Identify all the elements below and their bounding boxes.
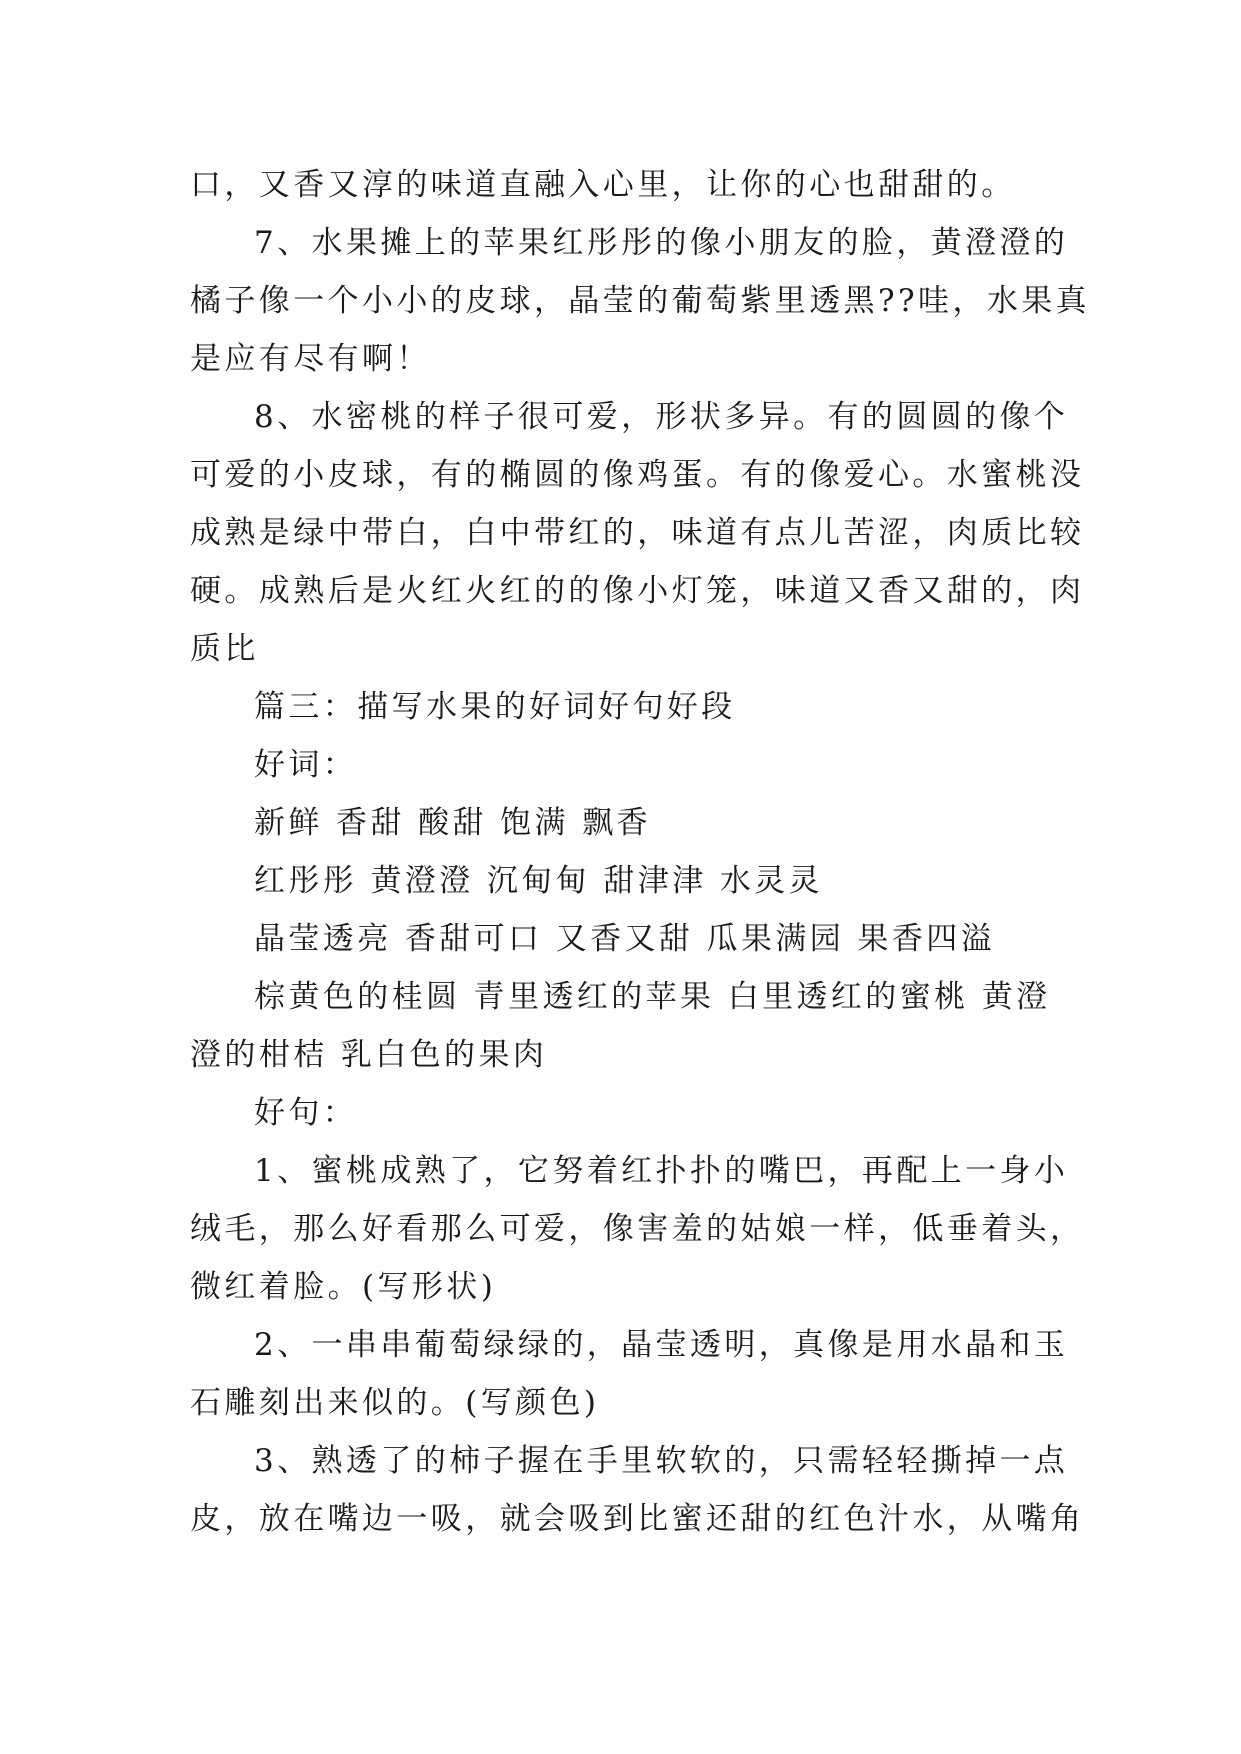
text-line: 口，又香又淳的味道直融入心里，让你的心也甜甜的。 [190, 167, 1016, 203]
text-line: 晶莹透亮 香甜可口 又香又甜 瓜果满园 果香四溢 [254, 921, 996, 957]
text-line: 橘子像一个小小的皮球，晶莹的葡萄紫里透黑??哇，水果真 [190, 283, 1091, 319]
text-line: 可爱的小皮球，有的椭圆的像鸡蛋。有的像爱心。水蜜桃没 [190, 457, 1085, 493]
text-line: 质比 [190, 631, 259, 667]
text-line: 红彤彤 黄澄澄 沉甸甸 甜津津 水灵灵 [254, 863, 824, 899]
text-line: 8、水密桃的样子很可爱，形状多异。有的圆圆的像个 [254, 399, 1069, 435]
text-line: 石雕刻出来似的。(写颜色) [190, 1385, 600, 1421]
text-line: 绒毛，那么好看那么可爱，像害羞的姑娘一样，低垂着头， [190, 1211, 1085, 1247]
text-line: 7、水果摊上的苹果红彤彤的像小朋友的脸，黄澄澄的 [254, 225, 1069, 261]
text-line: 硬。成熟后是火红火红的的像小灯笼，味道又香又甜的，肉 [190, 573, 1085, 609]
text-line: 1、蜜桃成熟了，它努着红扑扑的嘴巴，再配上一身小 [254, 1153, 1069, 1189]
text-line: 皮，放在嘴边一吸，就会吸到比蜜还甜的红色汁水，从嘴角 [190, 1501, 1085, 1537]
text-line: 成熟是绿中带白，白中带红的，味道有点儿苦涩，肉质比较 [190, 515, 1085, 551]
text-line: 棕黄色的桂圆 青里透红的苹果 白里透红的蜜桃 黄澄 [254, 979, 1051, 1015]
text-line: 是应有尽有啊！ [190, 341, 431, 377]
text-line: 3、熟透了的柿子握在手里软软的，只需轻轻撕掉一点 [254, 1443, 1069, 1479]
text-line: 澄的柑桔 乳白色的果肉 [190, 1037, 548, 1073]
text-line: 2、一串串葡萄绿绿的，晶莹透明，真像是用水晶和玉 [254, 1327, 1069, 1363]
text-line: 新鲜 香甜 酸甜 饱满 飘香 [254, 805, 652, 841]
subheading-good-words: 好词： [254, 747, 358, 783]
text-line: 微红着脸。(写形状) [190, 1269, 497, 1305]
subheading-good-sentences: 好句： [254, 1095, 358, 1131]
section-heading: 篇三：描写水果的好词好句好段 [254, 689, 736, 725]
